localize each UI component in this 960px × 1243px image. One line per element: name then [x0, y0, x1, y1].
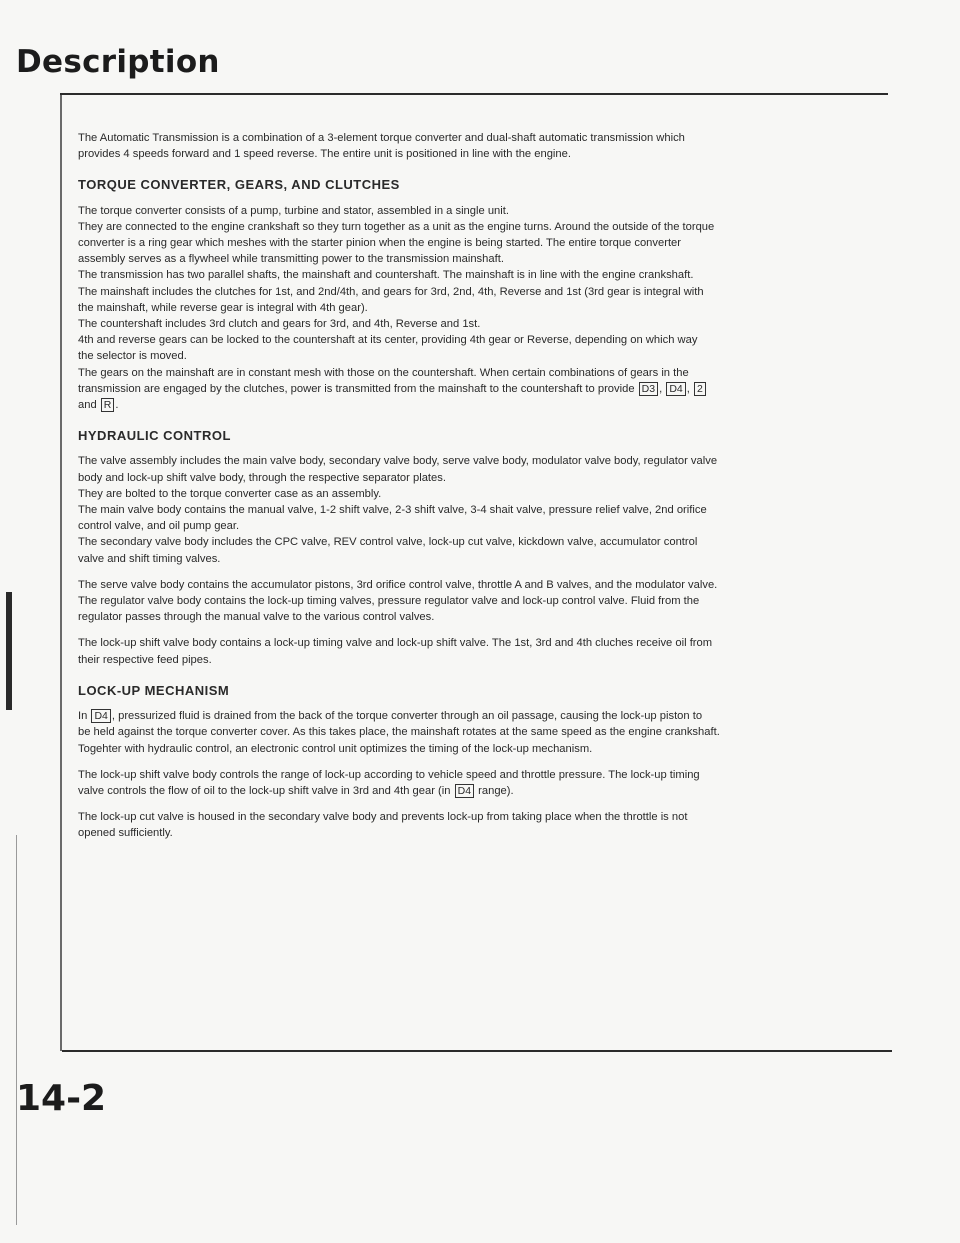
bottom-rule: [62, 1050, 892, 1052]
text-line: be held against the torque converter cover. As this takes place, the mainshaft rotates at the same speed as the engine crankshaft.: [78, 726, 720, 739]
text-line: 4th and reverse gears can be locked to the countershaft at its center, providing 4th gear or Reverse, depending on which way: [78, 334, 698, 347]
text-line: The lock-up cut valve is housed in the secondary valve body and prevents lock-up from taking place when the throttle is not: [78, 811, 688, 824]
margin-bar: [6, 592, 12, 710]
text-line: control valve, and oil pump gear.: [78, 520, 240, 533]
text-line: [78, 708, 854, 724]
text-line: The serve valve body contains the accumulator pistons, 3rd orifice control valve, throttle A and B valves, and the modulator valve.: [78, 578, 718, 591]
text-line: opened sufficiently.: [78, 827, 173, 840]
selector-position-d4: D4: [666, 382, 685, 396]
hydraulic-paragraph-2: [78, 577, 854, 626]
margin-line: [16, 835, 17, 1225]
selector-position-d4: D4: [91, 709, 110, 723]
section-heading-hydraulic: HYDRAULIC CONTROL: [78, 428, 231, 444]
hydraulic-paragraph-1: [78, 453, 854, 566]
text-line: The torque converter consists of a pump, turbine and stator, assembled in a single unit.: [78, 204, 509, 217]
text-line: The valve assembly includes the main valve body, secondary valve body, serve valve body, modulator valve body, regulator valve: [78, 455, 718, 468]
text-fragment: transmission are engaged by the clutches, power is transmitted from the mainshaft to the countershaft to provide: [78, 382, 635, 395]
selector-position-2: 2: [694, 382, 706, 396]
text-line: regulator passes through the manual valve to the various control valves.: [78, 611, 435, 624]
text-line: transmission are engaged by the clutches, power is transmitted from the mainshaft to the countershaft to provide D3 , D4 , 2: [78, 381, 854, 397]
text-line: converter is a ring gear which meshes with the starter pinion when the engine is being started. The entire torque converter: [78, 237, 682, 250]
text-line: and R .: [78, 399, 119, 412]
lockup-paragraph-2: [78, 767, 854, 799]
text-line: The lock-up shift valve body contains a lock-up timing valve and lock-up shift valve. The 1st, 3rd and 4th cluches receive oil from: [78, 637, 713, 650]
top-rule: [60, 93, 888, 95]
text-line: Togehter with hydraulic control, an electronic control unit optimizes the timing of the lock-up mechanism.: [78, 742, 593, 755]
text-fragment: In: [78, 710, 88, 723]
text-line: They are bolted to the torque converter case as an assembly.: [78, 487, 382, 500]
text-line: the mainshaft, while reverse gear is integral with 4th gear).: [78, 301, 368, 314]
text-line: their respective feed pipes.: [78, 653, 212, 666]
text-line: The mainshaft includes the clutches for 1st, and 2nd/4th, and gears for 3rd, 2nd, 4th, Reverse and 1st (3rd gear is integral with: [78, 285, 704, 298]
text-fragment: and: [78, 399, 97, 412]
text-line: The lock-up shift valve body controls the range of lock-up according to vehicle speed and throttle pressure. The lock-up timing: [78, 768, 700, 781]
page-number: 14-2: [16, 1078, 107, 1119]
lockup-paragraph-3: [78, 809, 854, 841]
text-line: The main valve body contains the manual valve, 1-2 shift valve, 2-3 shift valve, 3-4 shait valve, pressure relief valve, 2nd orifice: [78, 504, 707, 517]
text-line: The secondary valve body includes the CPC valve, REV control valve, lock-up cut valve, kickdown valve, accumulator control: [78, 536, 698, 549]
section-heading-lockup: LOCK-UP MECHANISM: [78, 682, 230, 698]
document-body: [78, 130, 854, 852]
text-line: valve and shift timing valves.: [78, 552, 221, 565]
text-line: provides 4 speeds forward and 1 speed reverse. The entire unit is positioned in line with the engine.: [78, 148, 571, 161]
text-fragment: valve controls the flow of oil to the lock-up shift valve in 3rd and 4th gear (in: [78, 784, 451, 797]
text-line: The Automatic Transmission is a combination of a 3-element torque converter and dual-shaft automatic transmission which: [78, 132, 685, 144]
text-line: The transmission has two parallel shafts, the mainshaft and countershaft. The mainshaft is in line with the engine crankshaft.: [78, 269, 694, 282]
torque-paragraph: [78, 203, 854, 414]
intro-paragraph: [78, 130, 854, 162]
text-line: [78, 783, 854, 799]
page-title: Description: [16, 44, 220, 80]
frame-left-line: [60, 95, 62, 1051]
lockup-paragraph-1: [78, 708, 854, 757]
text-line: the selector is moved.: [78, 350, 187, 363]
text-line: The countershaft includes 3rd clutch and gears for 3rd, and 4th, Reverse and 1st.: [78, 318, 481, 331]
text-fragment: range).: [478, 784, 514, 797]
selector-position-d4: D4: [455, 784, 474, 798]
text-line: They are connected to the engine crankshaft so they turn together as a unit as the engine turns. Around the outside of the torque: [78, 220, 715, 233]
text-fragment: , pressurized fluid is drained from the back of the torque converter through an oil passage, causing the lock-up piston to: [111, 710, 703, 723]
text-line: The gears on the mainshaft are in constant mesh with those on the countershaft. When certain combinations of gears in the: [78, 366, 689, 379]
hydraulic-paragraph-3: [78, 635, 854, 667]
text-line: body and lock-up shift valve body, through the respective separator plates.: [78, 471, 446, 484]
text-line: assembly serves as a flywheel while transmitting power to the transmission mainshaft.: [78, 253, 504, 266]
text-line: The regulator valve body contains the lock-up timing valves, pressure regulator valve and lock-up control valve. Fluid from the: [78, 595, 700, 608]
selector-position-d3: D3: [639, 382, 658, 396]
section-heading-torque: TORQUE CONVERTER, GEARS, AND CLUTCHES: [78, 177, 400, 193]
selector-position-r: R: [101, 398, 115, 412]
